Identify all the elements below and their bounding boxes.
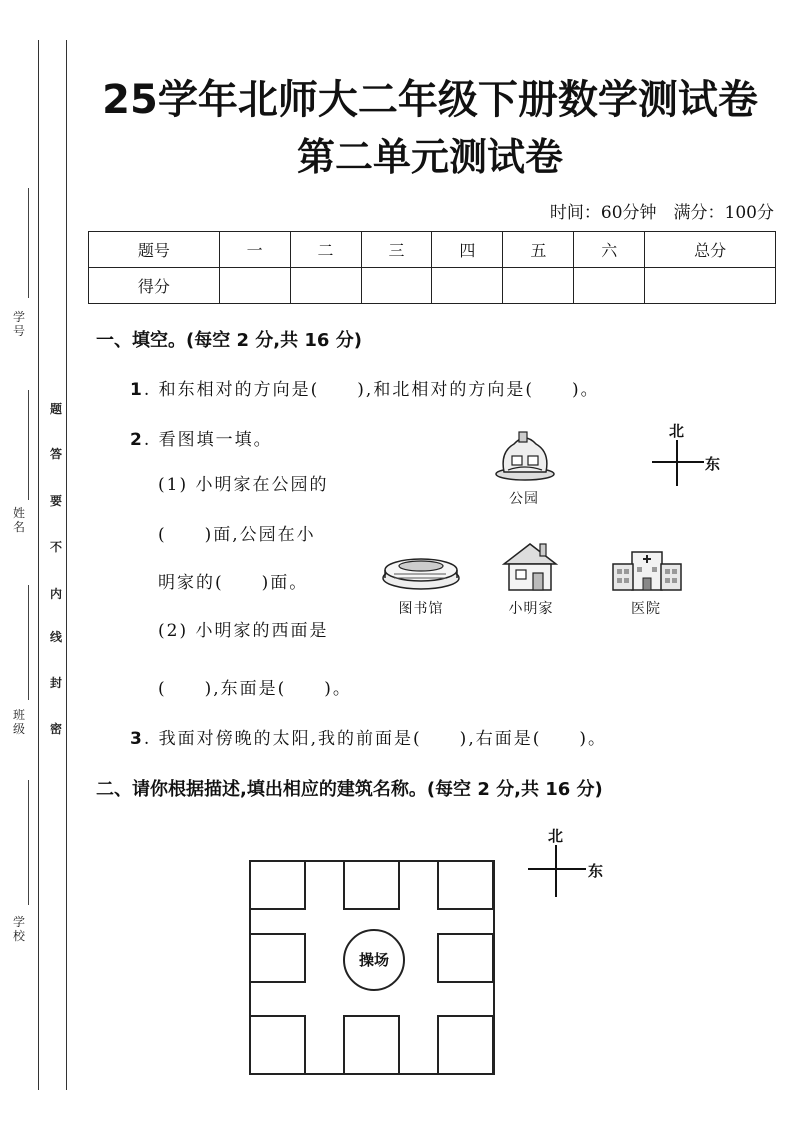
compass-east-label: 东 bbox=[705, 455, 721, 473]
seal-char: 答 bbox=[49, 447, 62, 461]
seal-char: 要 bbox=[49, 494, 62, 508]
compass-horizontal bbox=[528, 868, 586, 870]
score-cell[interactable] bbox=[219, 268, 290, 304]
score-header-cell: 六 bbox=[574, 232, 645, 268]
building-box[interactable] bbox=[249, 1015, 306, 1075]
home-label: 小明家 bbox=[508, 601, 554, 617]
score-header-cell: 四 bbox=[432, 232, 503, 268]
compass-north-label: 北 bbox=[548, 827, 564, 845]
name-label: 姓名 bbox=[12, 506, 25, 534]
score-cell[interactable] bbox=[645, 268, 776, 304]
playground-circle: 操场 bbox=[343, 929, 405, 991]
question-text: . 我面对傍晚的太阳,我的前面是( ),右面是( )。 bbox=[143, 729, 607, 749]
binding-line-inner bbox=[66, 40, 67, 1090]
building-box[interactable] bbox=[437, 1015, 494, 1075]
score-cell[interactable] bbox=[432, 268, 503, 304]
building-box[interactable] bbox=[343, 1015, 400, 1075]
score-cell[interactable] bbox=[574, 268, 645, 304]
building-box[interactable] bbox=[437, 933, 494, 983]
q2-sub1-line3: 明家的( )面。 bbox=[158, 573, 309, 593]
score-row-label: 得分 bbox=[89, 268, 220, 304]
compass-east-label: 东 bbox=[588, 862, 604, 880]
score-table-header-row bbox=[89, 232, 776, 268]
score-cell[interactable] bbox=[290, 268, 361, 304]
seal-char: 不 bbox=[49, 540, 62, 554]
q2-sub1-line2: ( )面,公园在小 bbox=[158, 525, 316, 545]
page-title: 25学年北师大二年级下册数学测试卷 bbox=[102, 77, 758, 123]
library-label: 图书馆 bbox=[398, 601, 444, 617]
building-box[interactable] bbox=[249, 860, 306, 910]
compass-vertical bbox=[555, 845, 557, 897]
seal-char: 封 bbox=[49, 676, 62, 690]
question-2 bbox=[130, 425, 273, 450]
park-icon bbox=[494, 428, 556, 482]
home-icon bbox=[500, 540, 560, 592]
score-header-cell: 一 bbox=[219, 232, 290, 268]
building-box[interactable] bbox=[249, 933, 306, 983]
question-text: . 和东相对的方向是( ),和北相对的方向是( )。 bbox=[143, 380, 600, 400]
building-box[interactable] bbox=[343, 860, 400, 910]
seal-char: 密 bbox=[49, 722, 62, 736]
score-header-cell: 五 bbox=[503, 232, 574, 268]
binding-line-outer bbox=[38, 40, 39, 1090]
page-subtitle: 第二单元测试卷 bbox=[296, 135, 563, 179]
hospital-label: 医院 bbox=[631, 601, 661, 617]
class-label: 班级 bbox=[12, 708, 25, 736]
q2-sub2-line2: ( ),东面是( )。 bbox=[158, 679, 352, 699]
student-number-label: 学号 bbox=[12, 310, 25, 338]
question-number: 1 bbox=[130, 380, 144, 400]
score-header-cell: 三 bbox=[361, 232, 432, 268]
question-1 bbox=[130, 375, 600, 400]
school-label: 学校 bbox=[12, 915, 25, 943]
score-header-cell: 题号 bbox=[89, 232, 220, 268]
compass-vertical bbox=[676, 440, 678, 486]
score-header-cell: 二 bbox=[290, 232, 361, 268]
student-number-line[interactable] bbox=[28, 188, 29, 298]
score-cell[interactable] bbox=[503, 268, 574, 304]
time-info: 时间：60分钟 满分：100分 bbox=[549, 203, 774, 223]
question-text: . 看图填一填。 bbox=[143, 430, 273, 450]
seal-char: 题 bbox=[49, 402, 62, 416]
question-number: 2 bbox=[130, 430, 144, 450]
library-icon bbox=[380, 548, 462, 592]
seal-char: 线 bbox=[49, 630, 62, 644]
hospital-icon bbox=[610, 548, 684, 592]
park-label: 公园 bbox=[509, 491, 539, 507]
seal-char: 内 bbox=[49, 587, 62, 601]
q2-sub1-line1: (1) 小明家在公园的 bbox=[158, 475, 329, 495]
school-line[interactable] bbox=[28, 780, 29, 905]
class-line[interactable] bbox=[28, 585, 29, 700]
compass-horizontal bbox=[652, 461, 704, 463]
section2-heading: 二、请你根据描述,填出相应的建筑名称。(每空 2 分,共 16 分) bbox=[96, 779, 603, 800]
question-number: 3 bbox=[130, 729, 144, 749]
q2-sub2-line1: (2) 小明家的西面是 bbox=[158, 621, 329, 641]
score-cell[interactable] bbox=[361, 268, 432, 304]
score-table bbox=[88, 231, 776, 304]
score-header-cell: 总分 bbox=[645, 232, 776, 268]
question-3 bbox=[130, 724, 607, 749]
section1-heading: 一、填空。(每空 2 分,共 16 分) bbox=[96, 330, 362, 351]
compass-north-label: 北 bbox=[669, 422, 685, 440]
name-line[interactable] bbox=[28, 390, 29, 500]
score-table-score-row bbox=[89, 268, 776, 304]
building-box[interactable] bbox=[437, 860, 494, 910]
